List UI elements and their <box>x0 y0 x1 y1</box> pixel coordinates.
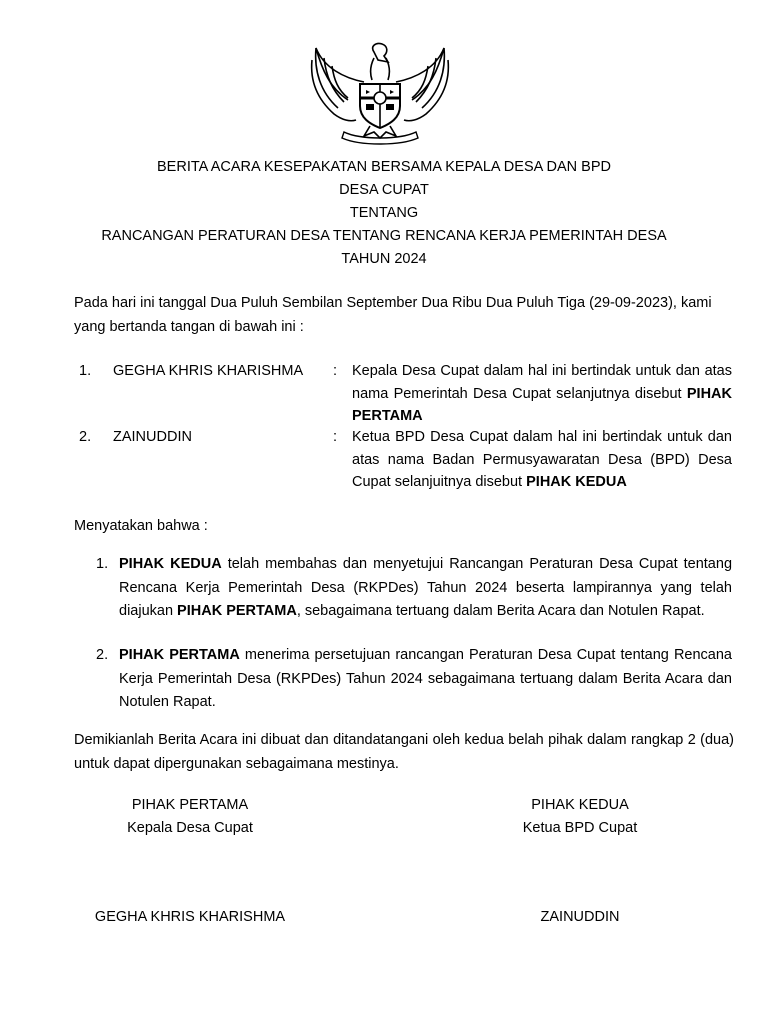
party-role: PIHAK KEDUA <box>526 474 627 490</box>
party-description: Kepala Desa Cupat dalam hal ini bertindak untuk dan atas nama Pemerintah Desa Cupat selanjutnya disebut PIHAK PERTAMA <box>352 363 732 424</box>
title-line-5: TAHUN 2024 <box>341 251 427 267</box>
title-line-4: RANCANGAN PERATURAN DESA TENTANG RENCANA KERJA PEMERINTAH DESA <box>101 228 667 244</box>
signature-name-left: GEGHA KHRIS KHARISHMA <box>94 909 286 925</box>
signature-position: Kepala Desa Cupat <box>127 820 253 836</box>
signature-name-right: ZAINUDDIN <box>540 909 620 925</box>
document-title <box>0 156 768 271</box>
signature-party: PIHAK KEDUA <box>531 797 629 813</box>
party-colon: : <box>333 363 338 379</box>
party-role: PIHAK PERTAMA <box>352 385 732 424</box>
party-colon: : <box>333 429 338 445</box>
title-line-3: TENTANG <box>349 205 419 221</box>
garuda-pancasila-emblem-icon <box>304 40 456 148</box>
title-line-2: DESA CUPAT <box>339 182 429 198</box>
signature-left-header <box>70 794 310 840</box>
party-name: ZAINUDDIN <box>113 429 192 445</box>
list-text: PIHAK KEDUA telah membahas dan menyetujui Rancangan Peraturan Desa Cupat tentang Rencana Kerja Pemerintah Desa (RKPDes) Tahun 2024 beserta lampirannya yang telah diajukan PIHAK PERTAMA, sebagaimana tertuang dalam Berita Acara dan Notulen Rapat. <box>119 556 733 619</box>
signature-right-header <box>460 794 700 840</box>
closing-paragraph: Demikianlah Berita Acara ini dibuat dan ditandatangani oleh kedua belah pihak dalam rangkap 2 (dua) untuk dapat dipergunakan sebagaimana mestinya. <box>74 732 734 772</box>
title-line-1: BERITA ACARA KESEPAKATAN BERSAMA KEPALA DESA DAN BPD <box>157 159 611 175</box>
list-number: 1. <box>96 556 109 572</box>
signature-party: PIHAK PERTAMA <box>131 797 249 813</box>
list-text: PIHAK PERTAMA menerima persetujuan rancangan Peraturan Desa Cupat tentang Rencana Kerja Pemerintah Desa (RKPDes) Tahun 2024 sebagaimana tertuang dalam Berita Acara dan Notulen Rapat. <box>119 647 732 710</box>
party-description: Ketua BPD Desa Cupat dalam hal ini bertindak untuk dan atas nama Badan Permusyawaratan Desa (BPD) Desa Cupat selanjuitnya disebut PIHAK KEDUA <box>352 429 732 490</box>
signature-position: Ketua BPD Cupat <box>522 820 638 836</box>
party-name: GEGHA KHRIS KHARISHMA <box>113 363 304 379</box>
intro-paragraph: Pada hari ini tanggal Dua Puluh Sembilan September Dua Ribu Dua Puluh Tiga (29-09-2023), kami yang bertanda tangan di bawah ini : <box>74 295 712 335</box>
party-number: 1. <box>79 363 92 379</box>
list-number: 2. <box>96 647 109 663</box>
party-number: 2. <box>79 429 92 445</box>
declaration-heading: Menyatakan bahwa : <box>74 518 208 534</box>
